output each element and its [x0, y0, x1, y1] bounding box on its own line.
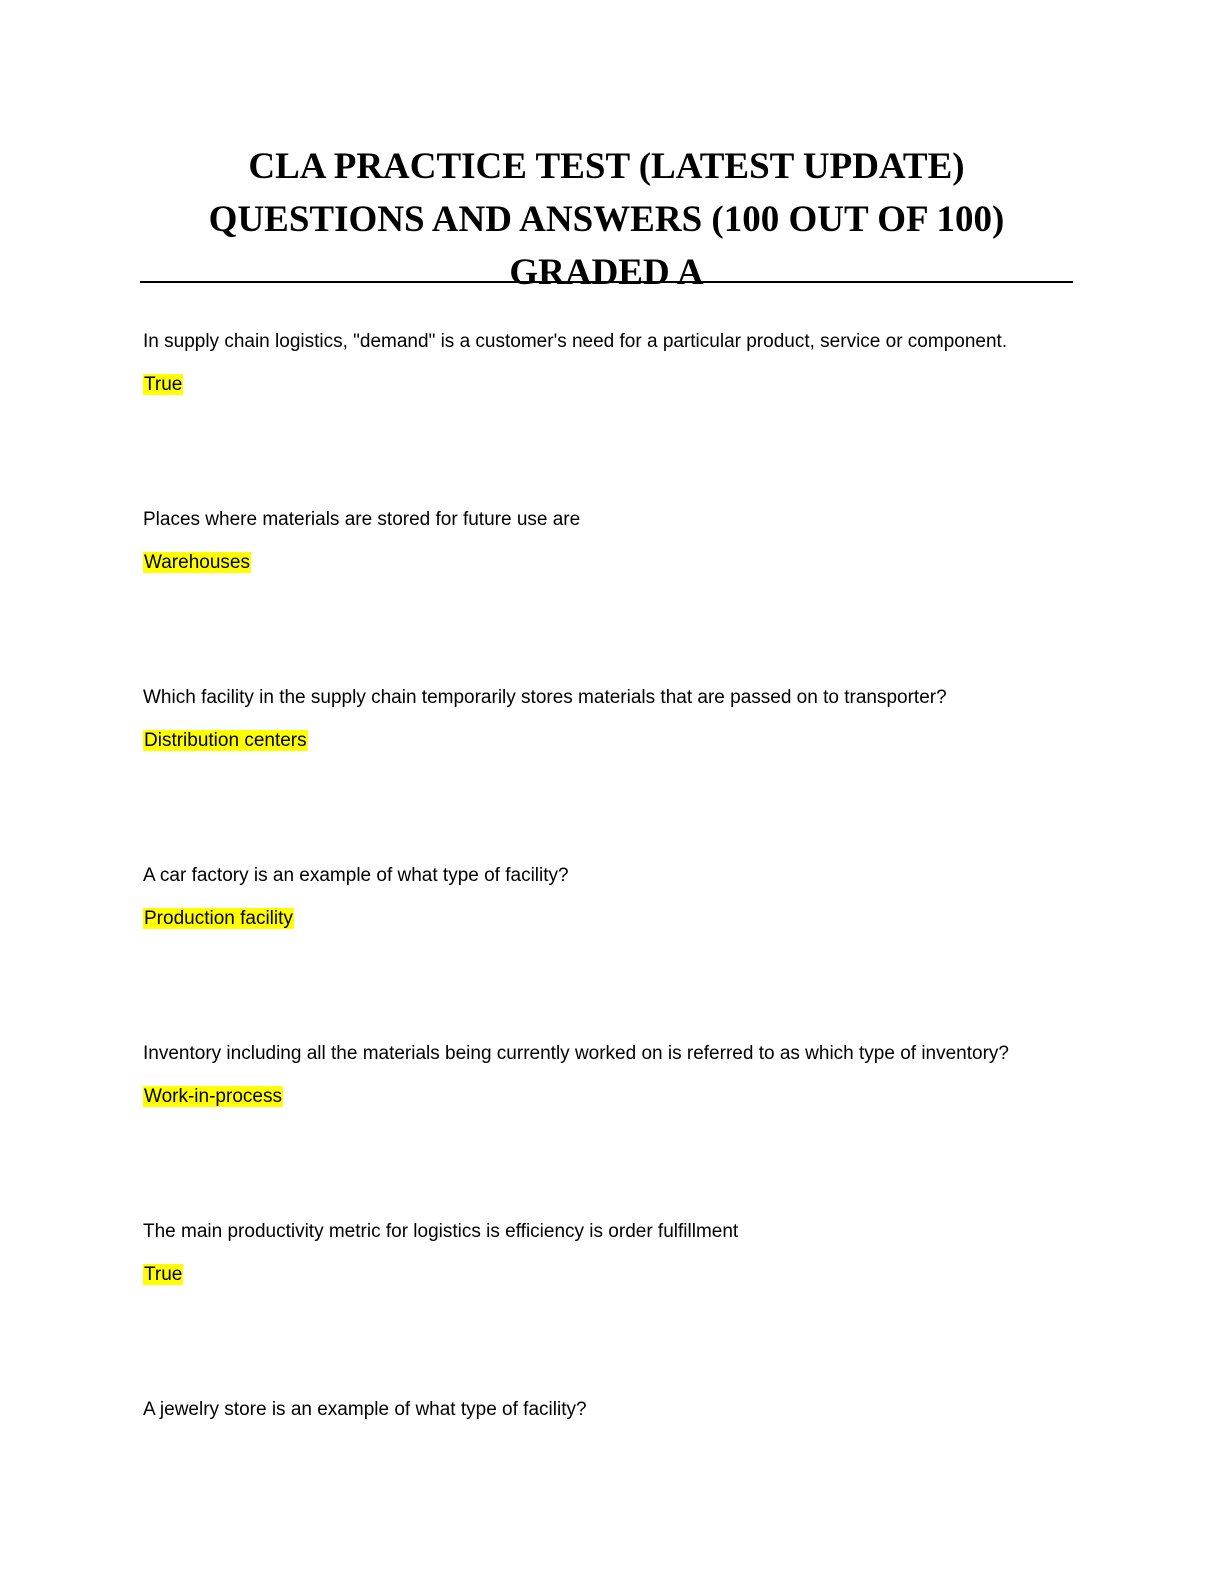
- document-title: [140, 140, 1073, 299]
- question-text: The main productivity metric for logistics is efficiency is order fulfillment: [143, 1221, 739, 1242]
- answer-text: [143, 550, 251, 576]
- qa-item-5: [143, 1036, 1103, 1214]
- answer-highlight: True: [144, 1264, 183, 1285]
- title-line-3: GRADED A: [509, 252, 704, 293]
- answer-text: [143, 372, 183, 398]
- answer-highlight: True: [144, 374, 183, 395]
- answer-text: [143, 906, 294, 932]
- question-text: Places where materials are stored for future use are: [143, 509, 581, 530]
- qa-item-2: [143, 502, 1103, 680]
- qa-item-3: [143, 680, 1103, 858]
- title-divider: [140, 281, 1073, 283]
- answer-highlight: Distribution centers: [144, 730, 307, 751]
- qa-item-7: [143, 1392, 1103, 1570]
- answer-highlight: Work-in-process: [144, 1086, 282, 1107]
- qa-item-4: [143, 858, 1103, 1036]
- question-text: Inventory including all the materials being currently worked on is referred to as which type of inventory?: [143, 1043, 1009, 1064]
- answer-text: [143, 1084, 283, 1110]
- question-text: A car factory is an example of what type of facility?: [143, 865, 569, 886]
- question-list: [143, 324, 1103, 1570]
- answer-text: [143, 728, 308, 754]
- answer-highlight: Production facility: [144, 908, 293, 929]
- answer-highlight: Warehouses: [144, 552, 250, 573]
- question-text: In supply chain logistics, "demand" is a customer's need for a particular product, service or component.: [143, 331, 1008, 352]
- question-text: A jewelry store is an example of what type of facility?: [143, 1399, 587, 1420]
- answer-text: [143, 1262, 183, 1288]
- title-line-1: CLA PRACTICE TEST (LATEST UPDATE): [248, 146, 965, 187]
- question-text: Which facility in the supply chain temporarily stores materials that are passed on to transporter?: [143, 687, 947, 708]
- title-line-2: QUESTIONS AND ANSWERS (100 OUT OF 100): [208, 199, 1005, 240]
- qa-item-6: [143, 1214, 1103, 1392]
- qa-item-1: [143, 324, 1103, 502]
